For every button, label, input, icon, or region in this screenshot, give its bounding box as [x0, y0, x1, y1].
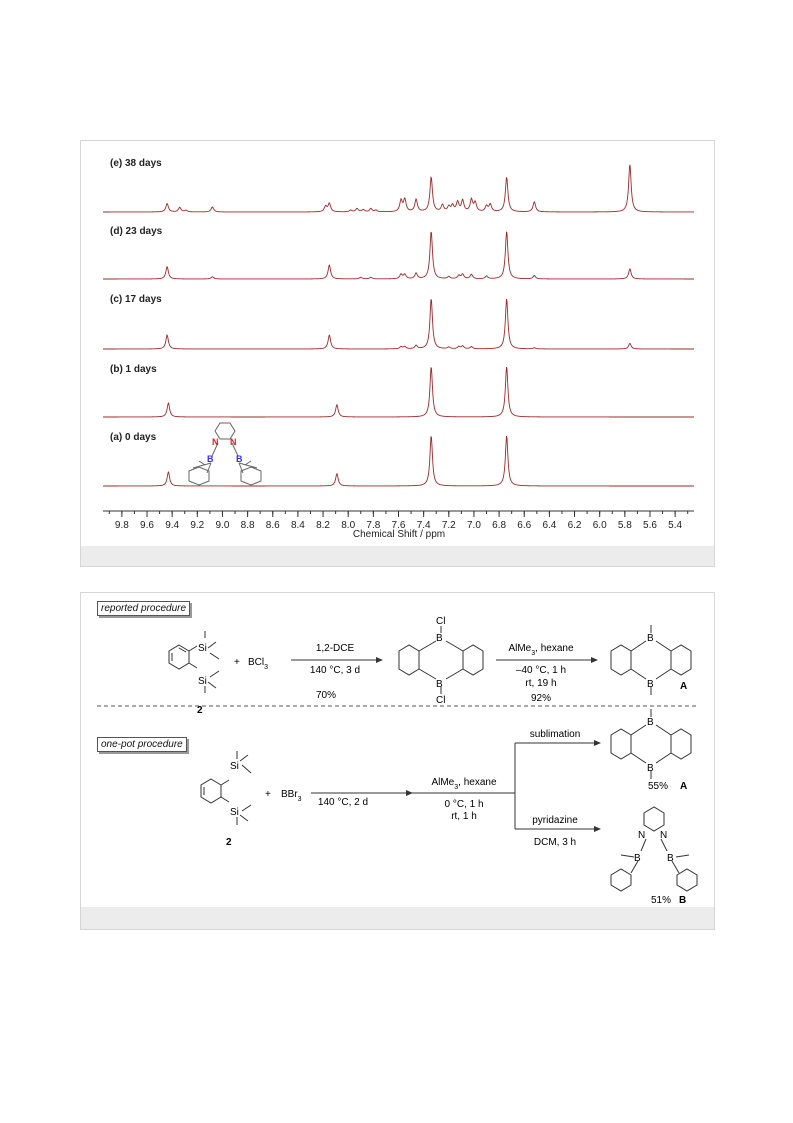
- arrow-head-2: [591, 657, 598, 663]
- pyridazine-adduct-structure: [189, 423, 261, 485]
- x-tick-label: 7.4: [416, 520, 431, 531]
- x-tick-label: 9.0: [215, 520, 230, 531]
- o2-conditions-below-2: rt, 1 h: [451, 811, 477, 822]
- spectrum-label-b: (b) 1 days: [110, 364, 157, 375]
- nmr-figure-panel: [80, 140, 715, 567]
- x-tick-label: 5.8: [617, 520, 632, 531]
- x-tick-label: 8.4: [290, 520, 305, 531]
- sublimation-label: sublimation: [529, 729, 581, 740]
- x-tick-label: 6.8: [492, 520, 507, 531]
- r2-conditions-above: AlMe$_3$, hexane: [508, 643, 574, 657]
- spectrum-trace-0: [103, 165, 694, 212]
- r2-yield: 92%: [530, 693, 552, 704]
- compound-2-label-bottom: 2: [226, 837, 232, 848]
- pyridazine-yield: 51%: [651, 895, 672, 906]
- pyridazine-conditions: DCM, 3 h: [533, 837, 577, 848]
- b-label-1: B: [436, 633, 443, 644]
- x-tick-label: 5.4: [668, 520, 683, 531]
- x-tick-label: 8.0: [341, 520, 356, 531]
- n-label-2: N: [660, 830, 668, 841]
- compound-B-structure: [611, 807, 697, 891]
- spectrum-label-a: (a) 0 days: [110, 432, 157, 443]
- r2-conditions-below-2: rt, 19 h: [525, 678, 557, 689]
- si-label-4: Si: [230, 807, 239, 818]
- x-tick-label: 9.8: [114, 520, 129, 531]
- x-tick-label: 7.8: [366, 520, 381, 531]
- o1-conditions: 140 °C, 2 d: [317, 797, 369, 808]
- x-tick-label: 5.6: [643, 520, 657, 531]
- x-tick-label: 8.2: [316, 520, 331, 531]
- b-label-7: B: [634, 853, 641, 864]
- compound-A-label-top: A: [680, 681, 688, 692]
- arrow-head-1: [376, 657, 383, 663]
- o2-conditions-above: AlMe$_3$, hexane: [431, 777, 497, 791]
- x-tick-label: 8.8: [240, 520, 255, 531]
- bbr3-reagent: BBr$_3$: [281, 789, 302, 803]
- x-tick-label: 7.6: [391, 520, 406, 531]
- nmr-stacked-spectra: [81, 141, 714, 541]
- r1-yield: 70%: [315, 690, 337, 701]
- r1-conditions-above: 1,2-DCE: [315, 643, 355, 654]
- compound-2-label-top: 2: [197, 705, 203, 716]
- pyridazine-label: pyridazine: [532, 815, 578, 826]
- x-tick-label: 8.6: [265, 520, 280, 531]
- spectrum-trace-1: [103, 232, 694, 279]
- x-tick-label: 9.6: [140, 520, 154, 531]
- si-label-3: Si: [230, 761, 239, 772]
- spectrum-label-c: (c) 17 days: [110, 294, 162, 305]
- n-label-1: N: [638, 830, 646, 841]
- inset-b1: B: [207, 454, 214, 464]
- x-tick-label: 9.4: [165, 520, 180, 531]
- pyridazine-arrow-head: [594, 826, 601, 832]
- reaction-scheme: [81, 593, 714, 909]
- r2-conditions-below-1: –40 °C, 1 h: [515, 665, 567, 676]
- reported-procedure-tag: reported procedure: [97, 601, 190, 616]
- compound-2-structure-bottom: [201, 751, 251, 825]
- x-tick-label: 6.4: [542, 520, 557, 531]
- x-tick-label: 7.0: [466, 520, 481, 531]
- inset-n1: N: [212, 437, 219, 447]
- plus-sign-top: +: [234, 657, 240, 668]
- spectrum-label-d: (d) 23 days: [110, 226, 163, 237]
- b-label-2: B: [436, 679, 443, 690]
- spectrum-trace-4: [103, 436, 694, 486]
- inset-n2: N: [230, 437, 237, 447]
- b-label-8: B: [667, 853, 674, 864]
- spectrum-trace-3: [103, 367, 694, 417]
- b-label-6: B: [647, 763, 654, 774]
- b-label-4: B: [647, 679, 654, 690]
- x-tick-label: 7.2: [441, 520, 456, 531]
- x-tick-label: 6.2: [567, 520, 582, 531]
- b-label-5: B: [647, 717, 654, 728]
- inset-b2: B: [236, 454, 243, 464]
- reaction-scheme-panel: [80, 592, 715, 930]
- compound-2-structure-top: [169, 631, 219, 693]
- b-label-3: B: [647, 633, 654, 644]
- x-tick-label: 6.0: [592, 520, 607, 531]
- onepot-procedure-tag: one-pot procedure: [97, 737, 187, 752]
- bcl3-reagent: BCl$_3$: [248, 657, 269, 671]
- compound-B-label: B: [679, 895, 687, 906]
- panel-footer: [81, 546, 714, 566]
- sublimation-yield: 55%: [648, 781, 669, 792]
- spectrum-label-e: (e) 38 days: [110, 158, 162, 169]
- plus-sign-bottom: +: [265, 789, 271, 800]
- compound-A-label-bottom: A: [680, 781, 688, 792]
- cl-label-1: Cl: [436, 616, 446, 627]
- panel-footer: [81, 907, 714, 929]
- x-tick-label: 6.6: [517, 520, 532, 531]
- x-tick-label: 9.2: [190, 520, 205, 531]
- si-label-1: Si: [198, 643, 207, 654]
- spectrum-trace-2: [103, 299, 694, 349]
- sublimation-arrow-head: [594, 740, 601, 746]
- o2-conditions-below-1: 0 °C, 1 h: [444, 799, 484, 810]
- cl-label-2: Cl: [436, 695, 446, 706]
- x-axis-label: Chemical Shift / ppm: [352, 529, 446, 540]
- si-label-2: Si: [198, 676, 207, 687]
- r1-conditions-below: 140 °C, 3 d: [309, 665, 361, 676]
